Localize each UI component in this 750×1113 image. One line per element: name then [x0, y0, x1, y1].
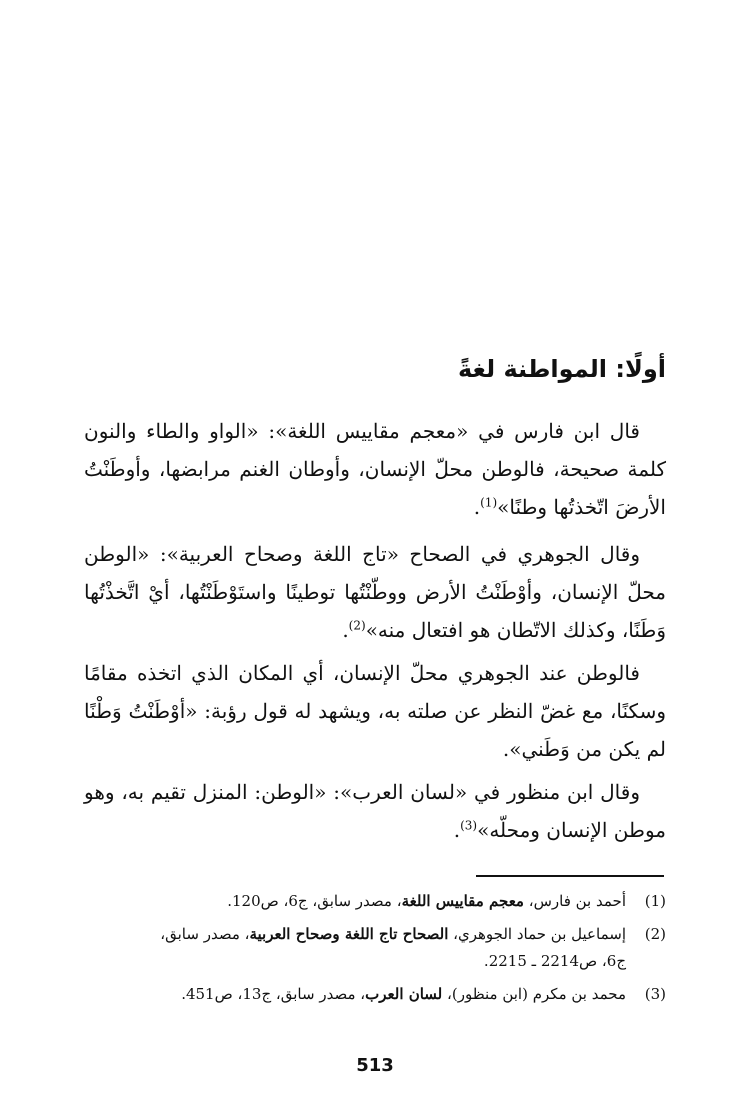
footnote-ref: (3) — [460, 818, 478, 833]
footnote-author: إسماعيل بن حماد الجوهري، — [448, 925, 626, 943]
footnote-author: محمد بن مكرم (ابن منظور)، — [442, 985, 626, 1003]
footnote-1 — [160, 888, 666, 915]
paragraph-end: . — [453, 818, 461, 842]
paragraph-end: . — [473, 495, 481, 519]
footnote-ref: (1) — [480, 495, 498, 510]
footnote-author: أحمد بن فارس، — [523, 892, 626, 910]
paragraph-text: قال ابن فارس في «معجم مقاييس اللغة»: «الواو والطاء والنون كلمة صحيحة، فالوطن محلّ الإنسان، وأوطان الغنم مرابضها، وأوطَنْتُ الأرضَ اتّخذتُها وطنًا» — [84, 419, 666, 519]
footnote-number: (3) — [644, 985, 666, 1003]
paragraph-text: وقال الجوهري في الصحاح «تاج اللغة وصحاح العربية»: «الوطن محلّ الإنسان، وأوْطَنْتُ الأرض ووطّنْتُها توطينًا واستَوْطَنْتُها، أيْ اتَّخذْتُها وَطَنًا، وكذلك الاتّطان هو افتعال منه» — [84, 542, 666, 642]
paragraph-text: وقال ابن منظور في «لسان العرب»: «الوطن: المنزل تقيم به، وهو موطن الإنسان ومحلّه» — [84, 780, 666, 842]
footnote-number: (2) — [644, 925, 666, 943]
footnote-2 — [160, 921, 666, 975]
footnote-title: معجم مقاييس اللغة — [401, 892, 524, 910]
footnote-ref: (2) — [348, 618, 366, 633]
footnote-text — [160, 921, 626, 975]
paragraph-explanation — [84, 654, 666, 768]
footnote-title: الصحاح تاج اللغة وصحاح العربية — [249, 925, 449, 943]
footnote-3 — [160, 981, 666, 1008]
footnote-source: ، مصدر سابق، ج13، ص451. — [181, 985, 366, 1003]
footnotes — [160, 888, 666, 1014]
footnote-text — [160, 981, 626, 1008]
section-heading: أولًا: المواطنة لغةً — [458, 355, 666, 383]
footnote-source: ، مصدر سابق، ج6، ص120. — [227, 892, 402, 910]
paragraph-ibn-manzur — [84, 773, 666, 849]
footnote-title: لسان العرب — [365, 985, 443, 1003]
footnote-number: (1) — [644, 892, 666, 910]
footnote-separator — [476, 875, 664, 877]
footnote-text — [160, 888, 626, 915]
footnote-source: ، مصدر سابق، ج6، ص2214 ـ 2215. — [160, 925, 626, 970]
paragraph-text: فالوطن عند الجوهري محلّ الإنسان، أي المكان الذي اتخذه مقامًا وسكنًا، مع غضّ النظر عن صلته به، ويشهد له قول رؤبة: «أوْطَنْتُ وَطْنًا لم يكن من وَطَني». — [84, 661, 666, 761]
paragraph-jawhari — [84, 535, 666, 649]
page-number: 513 — [356, 1055, 394, 1076]
paragraph-end: . — [342, 618, 349, 642]
paragraph-ibn-faris — [84, 412, 666, 526]
